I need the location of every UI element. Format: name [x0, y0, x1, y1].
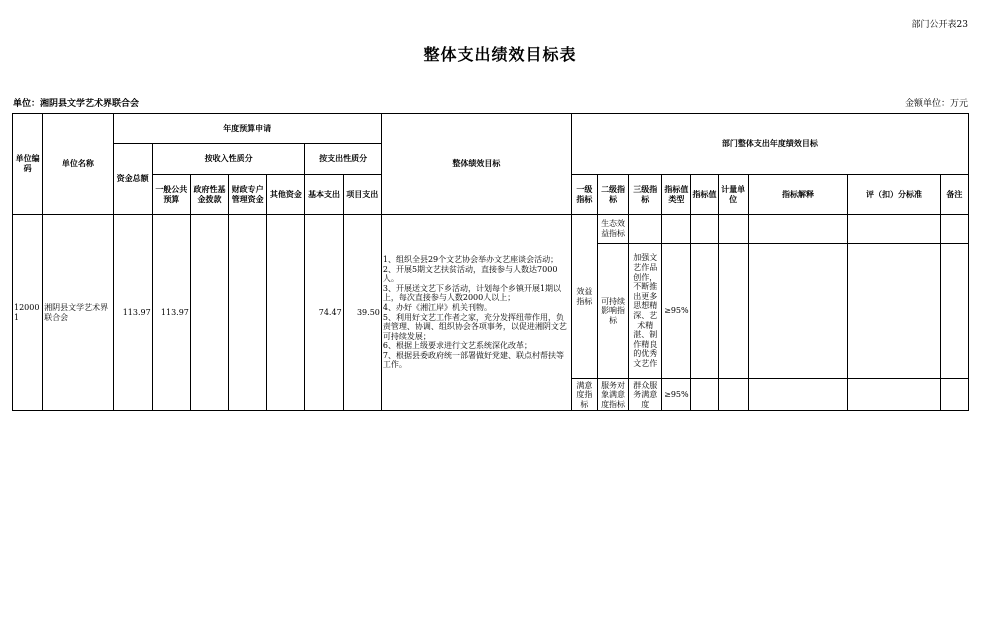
header-unit-name: 单位名称 — [43, 114, 113, 215]
header-project-expense: 项目支出 — [343, 175, 381, 215]
cell-value-type: ≥95% — [662, 379, 691, 411]
cell-scoring — [848, 215, 940, 244]
header-level3: 三级指标 — [629, 175, 662, 215]
cell-unit-name: 湘阴县文学艺术界联合会 — [43, 215, 113, 411]
cell-remarks — [940, 244, 968, 379]
header-level2: 二级指标 — [597, 175, 628, 215]
cell-level3 — [629, 379, 662, 411]
cell-overall-goal — [381, 215, 571, 411]
cell-unit-code: 120001 — [13, 215, 43, 411]
page-title: 整体支出绩效目标表 — [423, 45, 577, 64]
cell-level1: 效益指标 — [571, 215, 597, 379]
header-dept-goal: 部门整体支出年度绩效目标 — [571, 114, 968, 175]
header-level1: 一级指标 — [571, 175, 597, 215]
goal-item: 5、利用好文艺工作者之家，充分发挥纽带作用，负责管理、协调、组织协会各项事务，以促进湘阴文艺可持续发展； — [382, 312, 567, 341]
header-fiscal-special: 财政专户管理资金 — [229, 175, 267, 215]
header-remarks: 备注 — [940, 175, 968, 215]
cell-level3-text: 群众服务满意度 — [633, 380, 658, 409]
cell-level3 — [629, 215, 662, 244]
header-value-type: 指标值类型 — [662, 175, 691, 215]
header-scoring: 评（扣）分标准 — [848, 175, 940, 215]
header-unit-code: 单位编码 — [13, 114, 43, 215]
goal-item: 4、办好《湘江岸》机关刊物。 — [382, 302, 492, 312]
goal-item: 3、开展送文艺下乡活动，计划每个乡镇开展1期以上，每次直接参与人数2000人以上； — [382, 283, 562, 303]
header-by-expense: 按支出性质分 — [305, 144, 381, 175]
amount-unit-label: 金额单位：万元 — [904, 99, 968, 109]
cell-explanation — [748, 379, 848, 411]
cell-value — [691, 215, 718, 244]
cell-level2: 生态效益指标 — [597, 215, 628, 244]
goal-item: 2、开展5期文艺扶贫活动，直接参与人数达7000人。 — [382, 264, 558, 284]
cell-measure-unit — [718, 244, 748, 379]
header-basic-expense: 基本支出 — [305, 175, 343, 215]
header-measure-unit: 计量单位 — [718, 175, 748, 215]
header-other-funds: 其他资金 — [267, 175, 305, 215]
cell-explanation — [748, 244, 848, 379]
cell-level1 — [571, 379, 597, 411]
header-by-income: 按收入性质分 — [152, 144, 305, 175]
cell-explanation — [748, 215, 848, 244]
cell-remarks — [940, 215, 968, 244]
goal-item: 6、根据上级要求进行文艺系统深化改革； — [382, 341, 532, 351]
cell-remarks — [940, 379, 968, 411]
cell-value — [691, 244, 718, 379]
goal-item: 7、根据县委政府统一部署做好党建、联点村帮扶等工作。 — [382, 350, 564, 370]
header-overall-goal: 整体绩效目标 — [381, 114, 571, 215]
header-gov-fund: 政府性基金拨款 — [190, 175, 228, 215]
cell-value-type — [662, 215, 691, 244]
cell-other-funds — [267, 215, 305, 411]
cell-project-expense: 39.50 — [343, 215, 381, 411]
cell-basic-expense: 74.47 — [305, 215, 343, 411]
cell-general-budget: 113.97 — [152, 215, 190, 411]
header-total-funds: 资金总额 — [113, 144, 152, 215]
cell-value — [691, 379, 718, 411]
header-annual-budget: 年度预算申请 — [113, 114, 381, 144]
cell-level1-text: 满意度指标 — [576, 380, 593, 409]
cell-gov-fund — [190, 215, 228, 411]
goal-item: 1、组织全县29个文艺协会举办文艺座谈会活动； — [382, 254, 559, 264]
unit-label: 单位：湘阴县文学艺术界联合会 — [13, 99, 140, 109]
cell-measure-unit — [718, 215, 748, 244]
table-number-label: 部门公开表23 — [911, 20, 968, 30]
cell-level2: 可持续影响指标 — [597, 244, 628, 379]
cell-level2-text: 服务对象满意度指标 — [601, 380, 626, 409]
cell-scoring — [848, 379, 940, 411]
performance-goal-table — [12, 113, 969, 411]
cell-level2 — [597, 379, 628, 411]
cell-fiscal-special — [229, 215, 267, 411]
cell-scoring — [848, 244, 940, 379]
header-value: 指标值 — [691, 175, 718, 215]
cell-measure-unit — [718, 379, 748, 411]
header-general-budget: 一般公共预算 — [152, 175, 190, 215]
cell-level3: 加强文艺作品创作，不断推出更多思想精深、艺术精湛、制作精良的优秀文艺作 — [629, 244, 662, 379]
cell-total-funds: 113.97 — [113, 215, 152, 411]
header-explanation: 指标解释 — [748, 175, 848, 215]
cell-value-type: ≥95% — [662, 244, 691, 379]
